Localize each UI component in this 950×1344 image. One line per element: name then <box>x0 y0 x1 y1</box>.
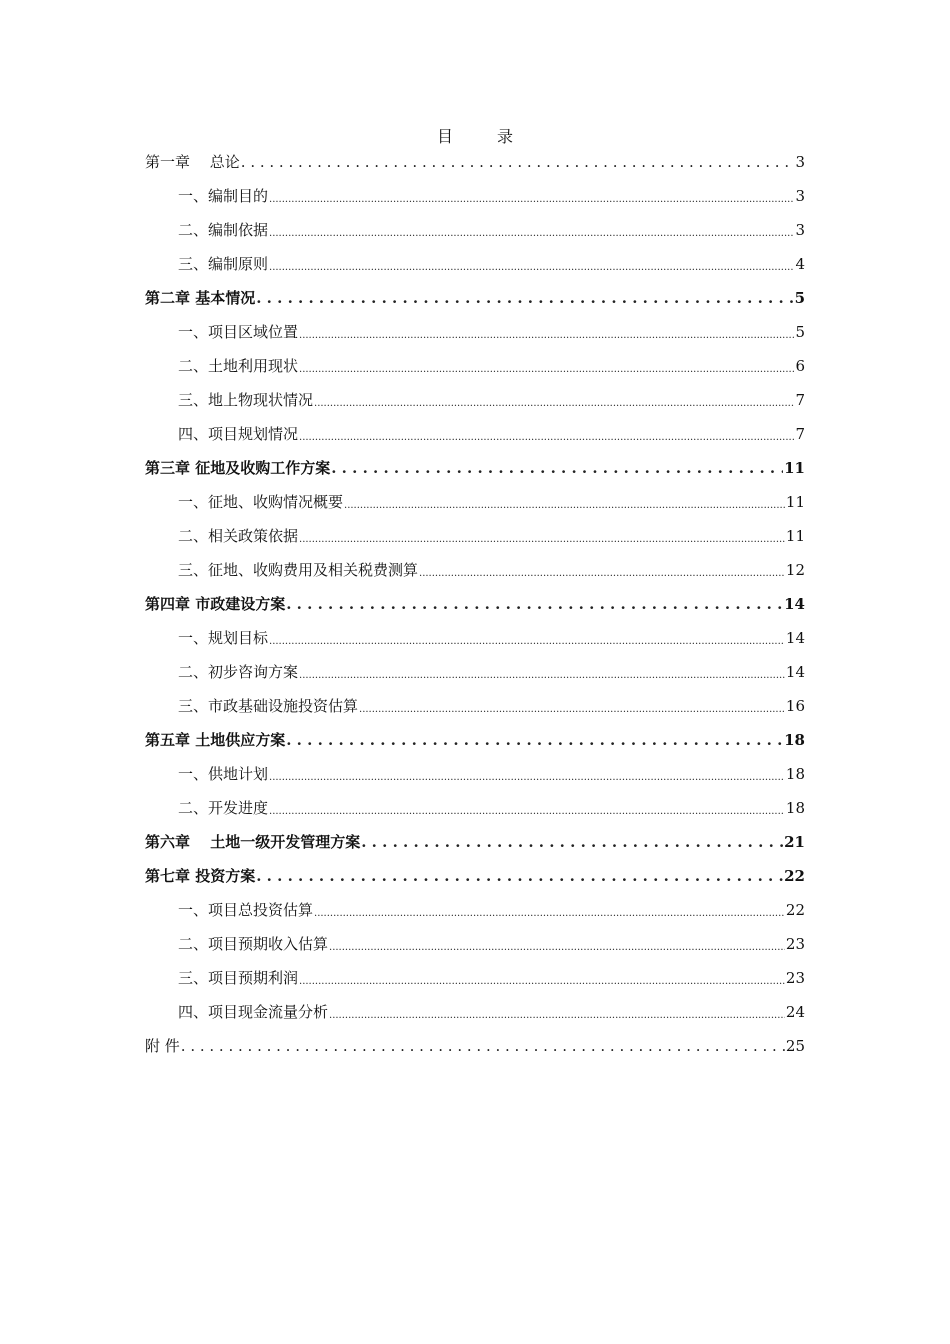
toc-entry-label: 三、市政基础设施投资估算 <box>178 697 359 715</box>
toc-chapter-entry[interactable] <box>145 456 805 490</box>
toc-chapter-entry[interactable] <box>145 1034 805 1068</box>
toc-entry-label: 第六章 土地一级开发管理方案 <box>145 833 361 851</box>
toc-dot-leader <box>344 494 785 518</box>
toc-section-entry[interactable] <box>145 932 805 966</box>
toc-section-entry[interactable] <box>145 524 805 558</box>
toc-entry-label: 二、项目预期收入估算 <box>178 935 329 953</box>
toc-section-entry[interactable] <box>145 422 805 456</box>
toc-page-number: 4 <box>795 255 805 273</box>
toc-section-entry[interactable] <box>145 626 805 660</box>
toc-page-number: 5 <box>795 323 805 341</box>
toc-dot-leader <box>299 664 785 688</box>
toc-page-number: 11 <box>784 459 805 477</box>
toc-entry-label: 第七章 投资方案 <box>145 867 256 885</box>
toc-dot-leader <box>314 902 785 926</box>
toc-section-entry[interactable] <box>145 490 805 524</box>
toc-page-number: 14 <box>785 663 805 681</box>
toc-page-number: 18 <box>784 731 805 749</box>
toc-section-entry[interactable] <box>145 354 805 388</box>
toc-chapter-entry[interactable] <box>145 150 805 184</box>
toc-section-entry[interactable] <box>145 660 805 694</box>
toc-page-number: 16 <box>785 697 805 715</box>
toc-page-number: 22 <box>785 901 805 919</box>
toc-page-number: 11 <box>785 527 805 545</box>
toc-section-entry[interactable] <box>145 796 805 830</box>
toc-entry-label: 第一章 总论 <box>145 153 240 171</box>
toc-entry-label: 第四章 市政建设方案 <box>145 595 286 613</box>
toc-chapter-entry[interactable] <box>145 864 805 898</box>
toc-page-number: 7 <box>795 391 805 409</box>
toc-chapter-entry[interactable] <box>145 286 805 320</box>
toc-dot-leader <box>256 864 783 888</box>
toc-entry-label: 三、地上物现状情况 <box>178 391 314 409</box>
toc-entry-label: 三、编制原则 <box>178 255 269 273</box>
toc-entry-label: 一、项目总投资估算 <box>178 901 314 919</box>
toc-dot-leader <box>299 358 794 382</box>
toc-entry-label: 第五章 土地供应方案 <box>145 731 286 749</box>
toc-page-number: 14 <box>784 595 805 613</box>
toc-entry-label: 二、初步咨询方案 <box>178 663 299 681</box>
toc-entry-label: 一、项目区域位置 <box>178 323 299 341</box>
toc-dot-leader <box>181 1034 785 1058</box>
toc-page-number: 18 <box>785 765 805 783</box>
toc-title: 目 录 <box>436 127 527 146</box>
toc-entry-label: 附 件 <box>145 1037 180 1055</box>
toc-dot-leader <box>286 728 783 752</box>
toc-dot-leader <box>269 188 794 212</box>
toc-entry-label: 二、土地利用现状 <box>178 357 299 375</box>
toc-page-number: 14 <box>785 629 805 647</box>
toc-page-number: 7 <box>795 425 805 443</box>
toc-page-number: 18 <box>785 799 805 817</box>
toc-page-number: 5 <box>794 289 805 307</box>
toc-section-entry[interactable] <box>145 1000 805 1034</box>
toc-section-entry[interactable] <box>145 320 805 354</box>
toc-entry-label: 四、项目现金流量分析 <box>178 1003 329 1021</box>
toc-section-entry[interactable] <box>145 252 805 286</box>
toc-dot-leader <box>299 426 794 450</box>
toc-dot-leader <box>329 1004 785 1028</box>
toc-page-number: 3 <box>795 153 805 171</box>
toc-entry-label: 二、编制依据 <box>178 221 269 239</box>
toc-section-entry[interactable] <box>145 694 805 728</box>
toc-entry-label: 一、供地计划 <box>178 765 269 783</box>
toc-page-number: 3 <box>795 221 805 239</box>
toc-dot-leader <box>361 830 783 854</box>
toc-section-entry[interactable] <box>145 762 805 796</box>
toc-page-number: 23 <box>785 935 805 953</box>
toc-dot-leader <box>314 392 794 416</box>
toc-dot-leader <box>329 936 785 960</box>
toc-section-entry[interactable] <box>145 898 805 932</box>
toc-dot-leader <box>269 222 794 246</box>
toc-entry-label: 第三章 征地及收购工作方案 <box>145 459 331 477</box>
toc-chapter-entry[interactable] <box>145 592 805 626</box>
toc-dot-leader <box>286 592 783 616</box>
toc-section-entry[interactable] <box>145 388 805 422</box>
toc-section-entry[interactable] <box>145 218 805 252</box>
toc-dot-leader <box>269 800 785 824</box>
toc-page-number: 6 <box>795 357 805 375</box>
toc-section-entry[interactable] <box>145 558 805 592</box>
toc-page-number: 25 <box>785 1037 805 1055</box>
toc-dot-leader <box>359 698 785 722</box>
table-of-contents <box>145 150 805 1068</box>
toc-page-number: 3 <box>795 187 805 205</box>
toc-page-number: 23 <box>785 969 805 987</box>
toc-dot-leader <box>241 150 795 174</box>
toc-entry-label: 一、编制目的 <box>178 187 269 205</box>
toc-page-number: 24 <box>785 1003 805 1021</box>
toc-chapter-entry[interactable] <box>145 728 805 762</box>
toc-dot-leader <box>269 256 794 280</box>
toc-section-entry[interactable] <box>145 184 805 218</box>
toc-page-number: 22 <box>784 867 805 885</box>
toc-dot-leader <box>256 286 793 310</box>
toc-dot-leader <box>299 528 785 552</box>
toc-dot-leader <box>299 970 785 994</box>
toc-dot-leader <box>331 456 783 480</box>
toc-page-number: 12 <box>785 561 805 579</box>
toc-dot-leader <box>269 630 785 654</box>
toc-entry-label: 一、征地、收购情况概要 <box>178 493 344 511</box>
toc-entry-label: 三、征地、收购费用及相关税费测算 <box>178 561 419 579</box>
toc-section-entry[interactable] <box>145 966 805 1000</box>
toc-chapter-entry[interactable] <box>145 830 805 864</box>
toc-dot-leader <box>419 562 785 586</box>
toc-entry-label: 四、项目规划情况 <box>178 425 299 443</box>
toc-entry-label: 二、开发进度 <box>178 799 269 817</box>
toc-page-number: 21 <box>784 833 805 851</box>
toc-dot-leader <box>299 324 794 348</box>
toc-entry-label: 三、项目预期利润 <box>178 969 299 987</box>
toc-dot-leader <box>269 766 785 790</box>
toc-entry-label: 第二章 基本情况 <box>145 289 256 307</box>
toc-entry-label: 一、规划目标 <box>178 629 269 647</box>
toc-page-number: 11 <box>785 493 805 511</box>
toc-entry-label: 二、相关政策依据 <box>178 527 299 545</box>
